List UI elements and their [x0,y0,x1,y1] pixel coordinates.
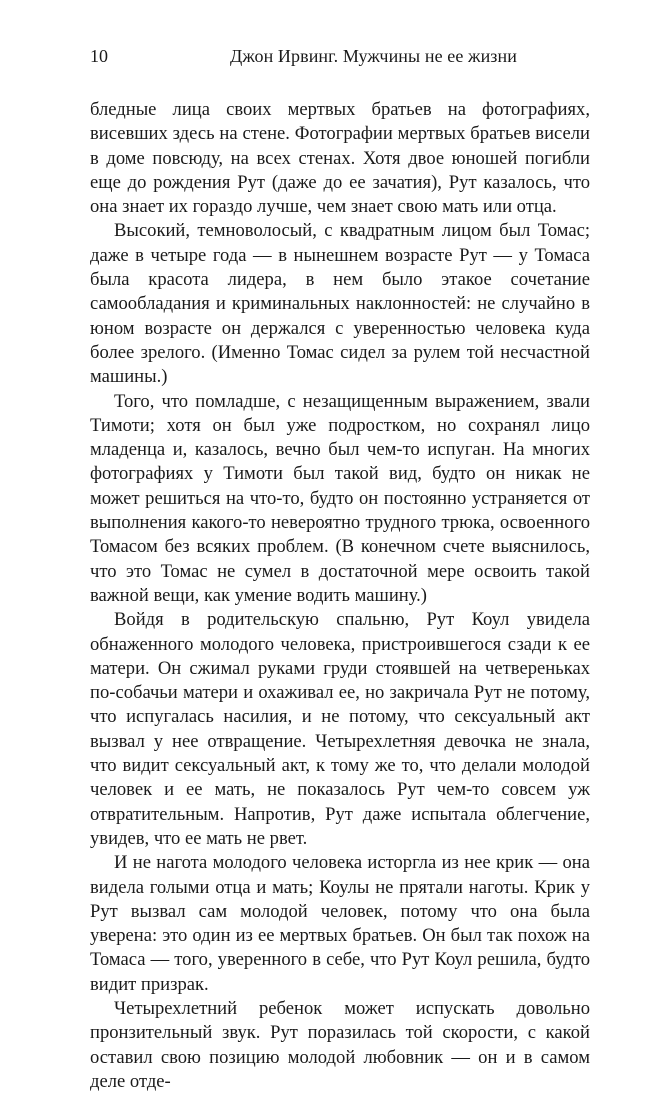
paragraph-continued: бледные лица своих мертвых братьев на фотографиях, висевших здесь на стене. Фотографии мертвых братьев висели в доме повсюду, на всех стенах. Хотя двое юношей погибли еще до рождения Рут (даже до ее зачатия), Рут казалось, что она знает их гораздо лучше, чем знает свою мать или отца. [90,99,590,218]
page-number: 10 [90,46,108,66]
paragraph-thomas: Высокий, темноволосый, с квадратным лицом был Томас; даже в четыре года — в нынешнем возрасте Рут — у Томаса была красота лидера, в нем было этакое сочетание самообладания и криминальных наклонностей: не случайно в юном возрасте он держался с уверенностью человека куда более зрелого. (Именно Томас сидел за рулем той несчастной машины.) [90,220,590,388]
body-text [90,98,590,1094]
paragraph-scream: И не нагота молодого человека исторгла из нее крик — она видела голыми отца и мать; Коулы не прятали наготы. Крик у Рут вызвал сам молодой человек, потому что она была уверена: это один из ее мертвых братьев. Он был так похож на Томаса — того, уверенного в себе, что Рут Коул решила, будто видит призрак. [90,852,590,995]
running-title: Джон Ирвинг. Мужчины не ее жизни [230,46,517,66]
paragraph-sound: Четырехлетний ребенок может испускать довольно пронзительный звук. Рут поразилась той скорости, с какой оставил свою позицию молодой любовник — он и в самом деле отде- [90,997,590,1092]
paragraph-timothy: Того, что помладше, с незащищенным выражением, звали Тимоти; хотя он был уже подростком, но сохранял лицо младенца и, казалось, вечно был чем-то испуган. На многих фотографиях у Тимоти был такой вид, будто он никак не может решиться на что-то, будто он постоянно устраняется от выполнения какого-то невероятно трудного трюка, освоенного Томасом без всяких проблем. (В конечном счете выяснилось, что это Томас не сумел в достаточной мере освоить такой важной вещи, как умение водить машину.) [90,390,590,606]
running-head [90,44,590,68]
paragraph-bedroom: Войдя в родительскую спальню, Рут Коул увидела обнаженного молодого человека, пристроившегося сзади к ее матери. Он сжимал руками груди стоявшей на четвереньках по-собачьи матери и охаживал ее, но закричала Рут не потому, что испугалась насилия, и не потому, что сексуальный акт вызвал у нее отвращение. Четырехлетняя девочка не знала, что видит сексуальный акт, к тому же то, что делали молодой человек и ее мать, не показалось Рут чем-то совсем уж отвратительным. Напротив, Рут даже испытала облегчение, увидев, что ее мать не рвет. [90,609,590,849]
